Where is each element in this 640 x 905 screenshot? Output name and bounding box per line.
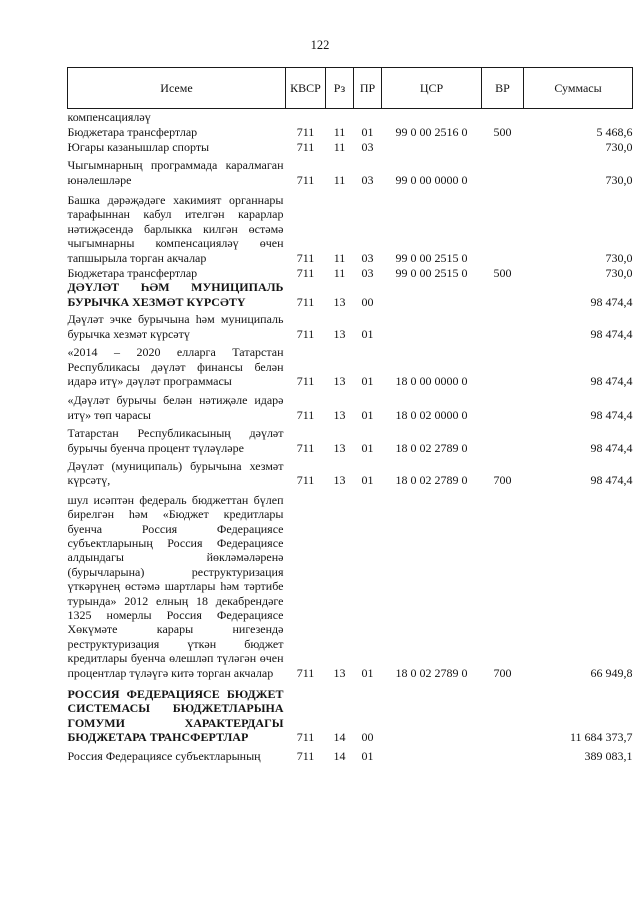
cell-csr: 99 0 00 2516 0 <box>395 125 468 140</box>
cell-name: Югары казанышлар спорты <box>67 139 210 154</box>
cell-rz: 14 <box>333 748 346 763</box>
cell-rz: 13 <box>333 473 346 488</box>
cell-vr <box>482 422 524 455</box>
table-row <box>68 140 633 154</box>
cell-name: Россия Федерациясе субъектларының <box>67 748 261 763</box>
cell-pr: 03 <box>361 250 374 265</box>
cell-sum: 730,0 <box>605 250 633 265</box>
cell-rz: 11 <box>333 125 346 140</box>
cell-kvsr: 711 <box>296 139 315 154</box>
table-row <box>68 154 633 187</box>
cell-kvsr: 711 <box>296 748 315 763</box>
cell-rz: 11 <box>333 250 346 265</box>
cell-vr <box>482 341 524 388</box>
header-name: Исеме <box>68 68 286 109</box>
table-row <box>68 488 633 680</box>
cell-kvsr: 711 <box>296 665 315 680</box>
cell-pr <box>354 109 382 125</box>
cell-csr <box>382 745 482 763</box>
cell-vr: 700 <box>493 473 512 488</box>
cell-pr: 03 <box>361 139 374 154</box>
cell-sum: 98 474,4 <box>590 473 633 488</box>
cell-kvsr: 711 <box>296 373 315 388</box>
cell-csr: 18 0 02 2789 0 <box>395 440 468 455</box>
cell-rz: 13 <box>333 407 346 422</box>
cell-csr <box>382 680 482 745</box>
cell-sum: 66 949,8 <box>590 665 633 680</box>
cell-rz: 11 <box>333 172 346 187</box>
cell-csr <box>382 280 482 309</box>
cell-name: Дәүләт эчке бурычына һәм муниципаль бурычка хезмәт күрсәтү <box>67 312 284 341</box>
cell-csr: 18 0 02 2789 0 <box>395 473 468 488</box>
cell-rz: 13 <box>333 294 346 309</box>
cell-kvsr: 711 <box>296 172 315 187</box>
cell-rz: 13 <box>333 326 346 341</box>
cell-name: Башка дәрәҗәдәге хакимият органнары тарафыннан кабул ителгән карарлар нәтиҗәсендә барлыкка килгән өстәмә чыгымнарны компенсациялəү өчен тапшырыла торган акчалар <box>67 193 284 265</box>
cell-csr <box>382 140 482 154</box>
cell-vr <box>482 388 524 422</box>
cell-kvsr: 711 <box>296 125 315 140</box>
cell-kvsr <box>286 109 326 125</box>
table-header <box>68 68 633 109</box>
cell-rz: 13 <box>333 373 346 388</box>
cell-pr: 01 <box>361 125 374 140</box>
table-row <box>68 280 633 309</box>
cell-pr: 01 <box>361 407 374 422</box>
cell-sum: 98 474,4 <box>590 373 633 388</box>
cell-kvsr: 711 <box>296 250 315 265</box>
cell-rz: 13 <box>333 665 346 680</box>
cell-csr: 18 0 02 0000 0 <box>395 407 468 422</box>
cell-pr: 01 <box>361 473 374 488</box>
cell-sum: 98 474,4 <box>590 440 633 455</box>
header-csr: ЦСР <box>382 68 482 109</box>
cell-sum: 389 083,1 <box>584 748 633 763</box>
table-body <box>68 109 633 764</box>
cell-rz: 14 <box>333 730 346 745</box>
cell-csr: 99 0 00 0000 0 <box>395 172 468 187</box>
cell-sum: 98 474,4 <box>590 407 633 422</box>
cell-vr <box>482 280 524 309</box>
cell-name: Татарстан Республикасының дәүләт бурычы буенча процент түләүләре <box>67 426 284 455</box>
cell-sum <box>524 109 633 125</box>
cell-kvsr: 711 <box>296 266 315 281</box>
table-row <box>68 388 633 422</box>
cell-vr <box>482 745 524 763</box>
table-row <box>68 680 633 745</box>
header-sum: Суммасы <box>524 68 633 109</box>
cell-sum: 730,0 <box>605 266 633 281</box>
cell-name: Дәүләт (муниципаль) бурычына хезмәт күрсәтү, <box>67 458 284 488</box>
cell-pr: 01 <box>361 748 374 763</box>
cell-csr: 99 0 00 2515 0 <box>395 250 468 265</box>
cell-pr: 01 <box>361 665 374 680</box>
cell-csr: 18 0 02 2789 0 <box>395 665 468 680</box>
cell-pr: 03 <box>361 172 374 187</box>
cell-name: ДӘҮЛӘТ ҺӘМ МУНИЦИПАЛЬ БУРЫЧКА ХЕЗМӘТ КҮРСӘТҮ <box>67 280 284 309</box>
cell-kvsr: 711 <box>296 440 315 455</box>
table-row <box>68 745 633 763</box>
table-row <box>68 455 633 488</box>
cell-vr <box>482 187 524 265</box>
cell-name: Чыгымнарның программада каралмаган юнәлешләре <box>67 158 284 187</box>
cell-name: компенсациялəү <box>67 110 151 124</box>
header-rz: Рз <box>326 68 354 109</box>
cell-csr: 99 0 00 2515 0 <box>395 266 468 281</box>
cell-kvsr: 711 <box>296 730 315 745</box>
table-row <box>68 187 633 265</box>
cell-vr <box>482 309 524 341</box>
cell-pr: 03 <box>361 266 374 281</box>
table-row <box>68 309 633 341</box>
cell-vr <box>482 680 524 745</box>
table-row <box>68 265 633 280</box>
cell-name: Бюджетара трансфертлар <box>67 125 198 140</box>
table-row <box>68 341 633 388</box>
cell-pr: 00 <box>361 730 374 745</box>
cell-vr: 500 <box>493 266 512 281</box>
budget-table <box>67 67 633 763</box>
header-pr: ПР <box>354 68 382 109</box>
cell-name: Бюджетара трансфертлар <box>67 266 198 281</box>
page-number: 122 <box>310 38 330 52</box>
cell-sum: 11 684 373,7 <box>569 730 633 745</box>
cell-vr: 500 <box>493 125 512 140</box>
cell-kvsr: 711 <box>296 407 315 422</box>
cell-pr: 01 <box>361 440 374 455</box>
cell-name: РОССИЯ ФЕДЕРАЦИЯСЕ БЮДЖЕТ СИСТЕМАСЫ БЮДЖЕТЛАРЫНА ГОМУМИ ХАРАКТЕРДАГЫ БЮДЖЕТАРА ТРАНСФЕРТЛАР <box>67 687 284 745</box>
cell-sum: 730,0 <box>605 139 633 154</box>
cell-sum: 730,0 <box>605 172 633 187</box>
cell-pr: 00 <box>361 294 374 309</box>
cell-vr: 700 <box>493 665 512 680</box>
cell-vr <box>482 154 524 187</box>
table-row <box>68 422 633 455</box>
table-row <box>68 124 633 139</box>
cell-rz: 13 <box>333 440 346 455</box>
cell-pr: 01 <box>361 326 374 341</box>
cell-kvsr: 711 <box>296 326 315 341</box>
cell-name: «2014 – 2020 елларга Татарстан Республикасы дәүләт финансы белән идарә итү» дәүләт программасы <box>67 345 284 388</box>
cell-csr <box>382 309 482 341</box>
cell-vr <box>482 109 524 125</box>
cell-kvsr: 711 <box>296 473 315 488</box>
cell-rz: 11 <box>333 139 346 154</box>
cell-kvsr: 711 <box>296 294 315 309</box>
cell-vr <box>482 140 524 154</box>
cell-sum: 5 468,6 <box>596 125 633 140</box>
cell-name: «Дәүләт бурычы белән нәтиҗәле идарә итү» төп чарасы <box>67 393 284 422</box>
header-vr: ВР <box>482 68 524 109</box>
cell-name: шул исәптән федераль бюджеттан бүлеп бирелгән һәм «Бюджет кредитлары буенча Россия Федерациясе субъектларының Россия Федерациясе алдындагы йөкләмәләренә (бурычларына) реструктуризация үткәрүнең өстәмә шартлары һәм тәртибе турында» 2012 елның 18 декабрендәге 1325 номерлы Россия Федерациясе Хөкүмәте карары нигезендә реструктуризация үткән бюджет кредитлары буенча өлешләп түләгән өчен процентлар түләүгә китә торган акчалар <box>67 492 284 680</box>
header-kvsr: КВСР <box>286 68 326 109</box>
cell-sum: 98 474,4 <box>590 294 633 309</box>
cell-rz: 11 <box>333 266 346 281</box>
table-row <box>68 109 633 125</box>
cell-sum: 98 474,4 <box>590 326 633 341</box>
cell-pr: 01 <box>361 373 374 388</box>
cell-csr <box>382 109 482 125</box>
cell-csr: 18 0 00 0000 0 <box>395 373 468 388</box>
cell-rz <box>326 109 354 125</box>
